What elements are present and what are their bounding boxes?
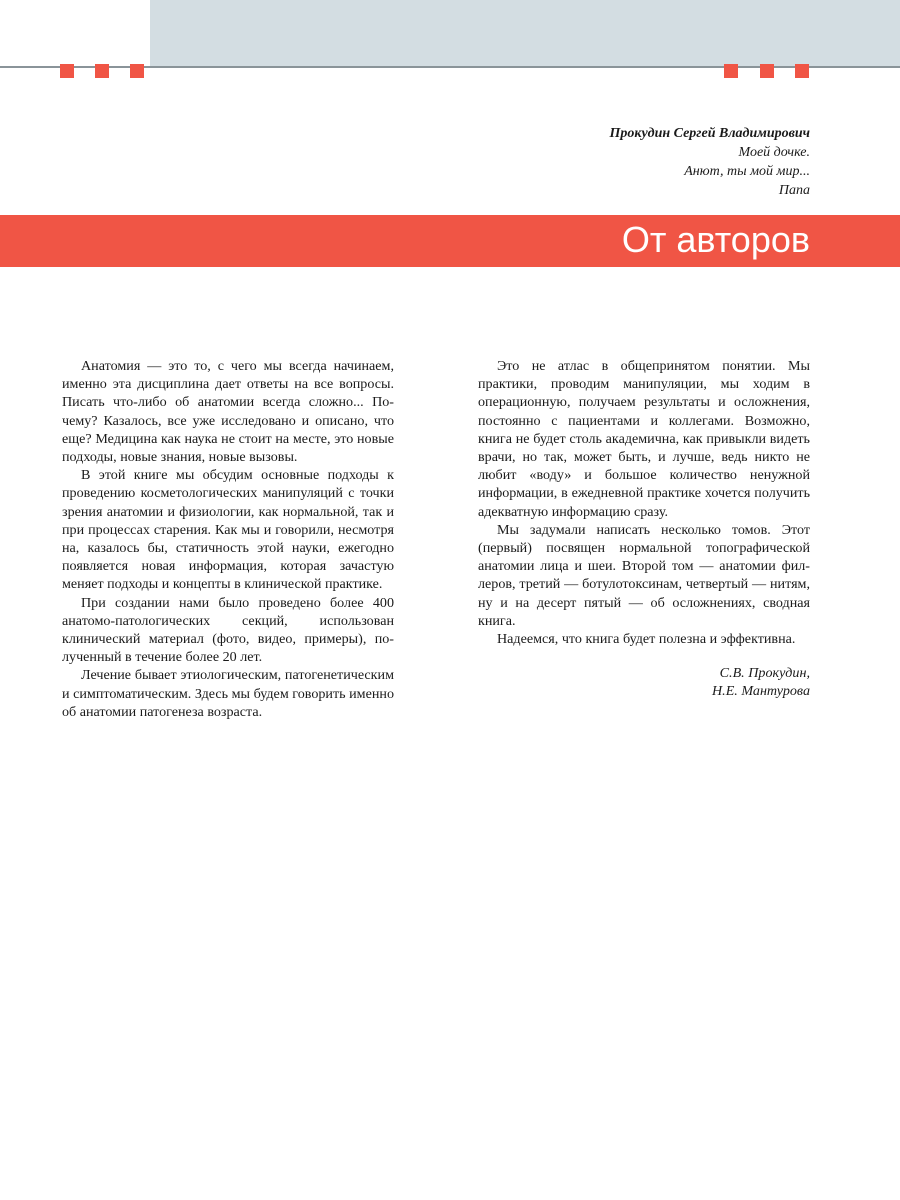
decor-square bbox=[130, 64, 144, 78]
decor-square bbox=[95, 64, 109, 78]
dedication-line: Анют, ты мой мир... bbox=[684, 164, 810, 179]
section-title: От авторов bbox=[621, 219, 810, 260]
paragraph: Надеемся, что книга будет полезна и эффективна. bbox=[497, 631, 796, 648]
dedication-line: Моей дочке. bbox=[738, 145, 810, 160]
paragraph: Это не атлас в общепринятом понятии. Мы практики, проводим манипуляции, мы ходим в операционную, получаем результаты и осложнения, постоянно с пациентами и коллегами. Возможно, книга не будет столь академична, как привыкли видеть врачи, но так, может быть, и лучше, ведь никто не любит «воду» и большое количество ненужной информации, в ежедневной практике хочется получить адекватную информацию сразу. bbox=[478, 358, 810, 520]
section-banner bbox=[0, 215, 900, 267]
signature-line: Н.Е. Мантурова bbox=[712, 683, 810, 700]
right-column bbox=[478, 357, 810, 701]
paragraph: Лечение бывает этиологическим, патогенетическим и симптоматическим. Здесь мы будем говорить именно об анатомии патогенеза возраста. bbox=[62, 667, 394, 720]
header-band bbox=[150, 0, 900, 66]
dedication-line: Папа bbox=[778, 183, 810, 198]
signature-line: С.В. Прокудин, bbox=[719, 665, 810, 682]
paragraph: Анатомия — это то, с чего мы всегда начинаем, именно эта дисциплина дает ответы на все вопросы. Писать что-либо об анатомии всегда сложно... Почему? Казалось, все уже исследовано и описано, что еще? Медицина как наука не стоит на месте, это новые подходы, новые знания, новые вызовы. bbox=[62, 358, 394, 466]
decor-square bbox=[760, 64, 774, 78]
dedication bbox=[390, 124, 810, 200]
decor-square bbox=[724, 64, 738, 78]
paragraph: При создании нами было проведено более 400 анатомо-патологических секций, использован клинический материал (фото, видео, примеры), полученный в течение более 20 лет. bbox=[62, 594, 394, 666]
decor-square bbox=[60, 64, 74, 78]
signature bbox=[478, 664, 810, 700]
decor-square bbox=[795, 64, 809, 78]
left-column bbox=[62, 357, 394, 721]
paragraph: Мы задумали написать несколько томов. Этот (первый) посвящен нормальной топографической анатомии лица и шеи. Второй том — анатомии филлеров, третий — ботулотоксинам, четвертый — нитям, ну и на десерт пятый — об осложнениях, сводная книга. bbox=[478, 521, 810, 629]
dedication-author: Прокудин Сергей Владимирович bbox=[609, 126, 810, 141]
paragraph: В этой книге мы обсудим основные подходы к проведению косметологических манипуляций с точки зрения анатомии и физиологии, как нормальной, так и при процессах старения. Как мы и говорили, несмотря на, казалось бы, статичность этой науки, ежегодно появляется новая информация, которая зачастую меняет подходы и концепты в клинической практике. bbox=[62, 467, 394, 593]
